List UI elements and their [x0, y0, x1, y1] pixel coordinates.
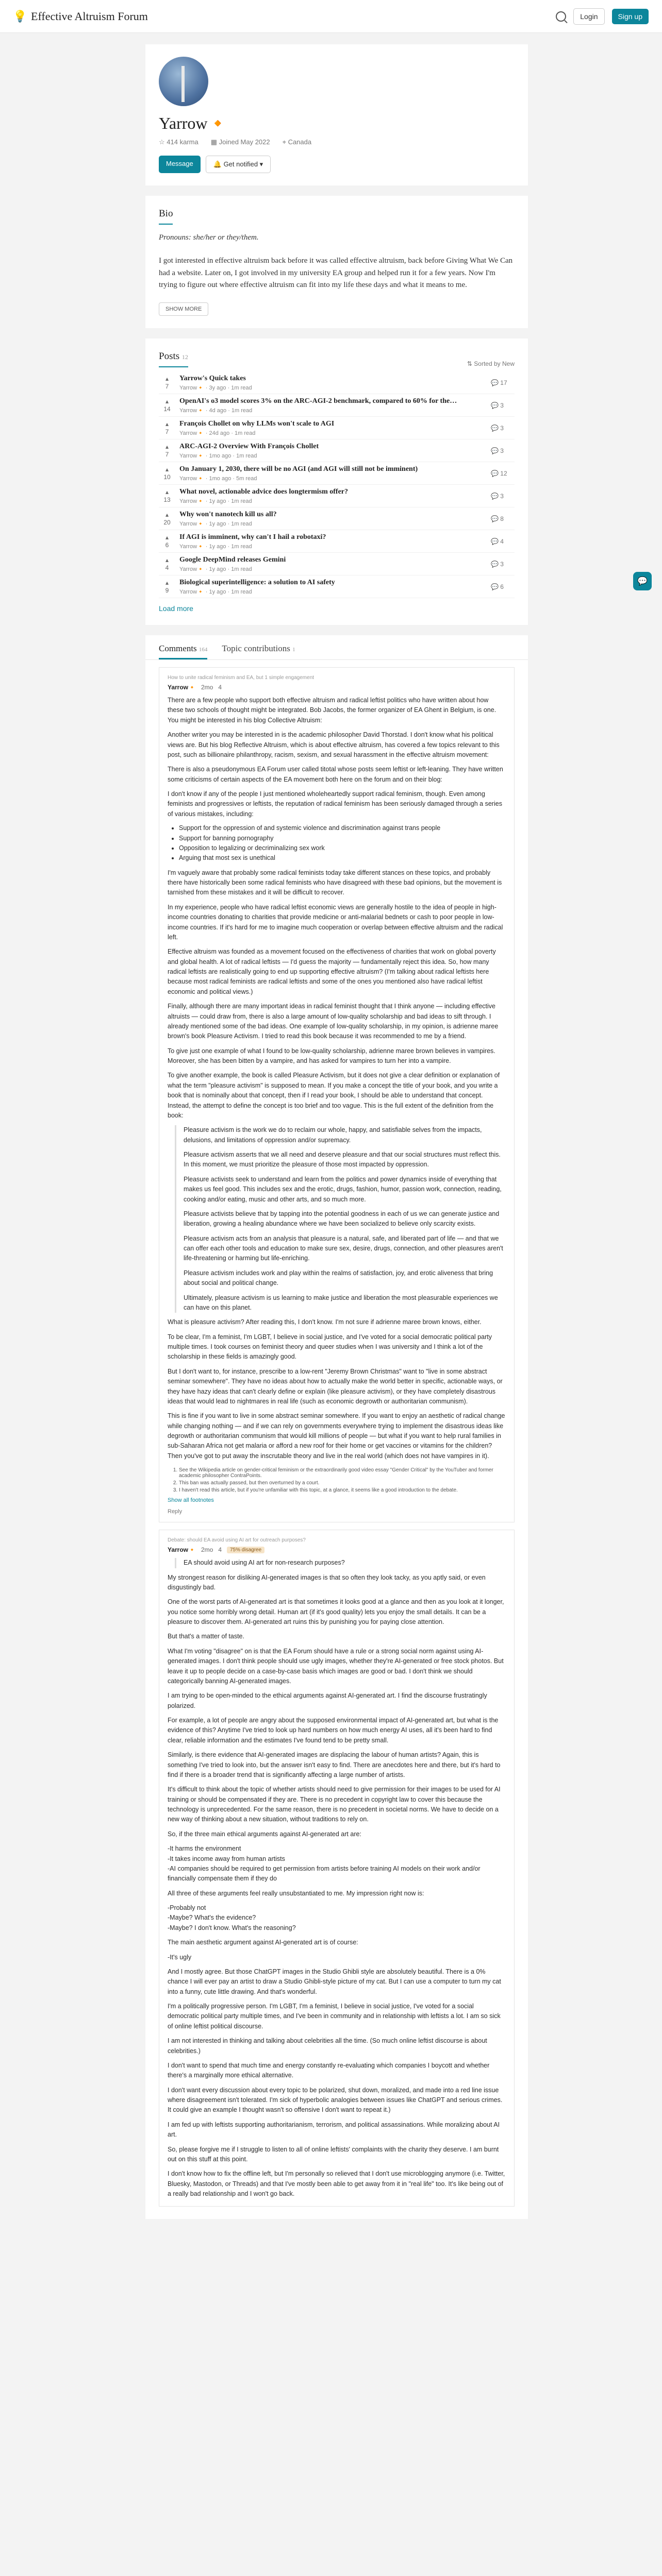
comment-paragraph: -Probably not -Maybe? What's the evidence? -Maybe? I don't know. What's the reasoning?: [168, 1904, 296, 1931]
post-karma: ▴ 4: [165, 556, 169, 571]
post-meta: Yarrow🔸 · 1y ago · 1m read: [179, 543, 252, 550]
comment-paragraph: To give another example, the book is called Pleasure Activism, but it does not give a clear definition or explanation of what the term "pleasure activism" is supposed to mean. If you make a concept the title of your book, and you write a book that is nominally about that concept, then if I read your book, I should be able to understand that concept. Instead, the attempt to define the concept is too brief and too vague. This is the full extent of the definition from the book:: [168, 1072, 500, 1119]
post-karma-value: 14: [163, 405, 171, 413]
comment-paragraph: I am fed up with leftists supporting authoritarianism, terrorism, and political assassinations. While moralizing about AI art.: [168, 2121, 500, 2139]
posts-heading: [159, 351, 188, 367]
comment-age: 2mo: [201, 684, 213, 691]
comment-item: [159, 1530, 515, 2207]
post-meta: Yarrow🔸 · 1mo ago · 1m read: [179, 452, 257, 459]
post-title[interactable]: Why won't nanotech kill us all?: [179, 510, 277, 518]
post-meta: Yarrow🔸 · 1y ago · 1m read: [179, 566, 252, 572]
profile-meta: [159, 138, 515, 146]
comment-body: [168, 696, 506, 1461]
comment-paragraph: Another writer you may be interested in is the academic philosopher David Thorstad. I don't know what his political views are. But his blog Reflective Altruism, which is about effective altruism, has covered a few topics relevant to this post, such as billionaire philanthropy, racism, sexism, and sexual harassment in the effective altruism movement:: [168, 731, 500, 758]
quote-paragraph: Pleasure activists believe that by tapping into the potential goodness in each of us we can generate justice and liberation, growing a healing abundance where we have been socialized to believe only scarcity exists.: [184, 1210, 500, 1228]
footnote: 1. See the Wikipedia article on gender-critical feminism or the extraordinarily good video essay "Gender Critical" by the YouTuber and former academic philosopher ContraPoints.: [179, 1467, 506, 1479]
comment-item: [159, 667, 515, 1522]
post-meta: Yarrow🔸 · 1y ago · 1m read: [179, 520, 252, 527]
post-karma-value: 7: [165, 428, 169, 435]
comment-paragraph: -It's ugly: [168, 1953, 192, 1961]
post-meta: Yarrow🔸 · 1mo ago · 5m read: [179, 475, 257, 482]
bio-pronouns: Pronouns: she/her or they/them.: [159, 233, 259, 242]
post-karma: ▴ 6: [165, 534, 169, 549]
comment-paragraph: It's difficult to think about the topic of whether artists should need to give permission for their images to be used for AI training or should be compensated if they are. There is no precedent in copyright law to cover this because the technology is unprecedented. For the same reason, there is no precedent in societal norms. We have to decide on a new way of thinking about a new situation, without traditions to rely on.: [168, 1786, 501, 1823]
comment-count-value: 12: [500, 469, 507, 477]
post-karma-value: 13: [163, 496, 171, 503]
post-karma: ▴ 10: [163, 466, 171, 481]
bio-heading: Bio: [159, 208, 173, 225]
post-karma-value: 4: [165, 564, 169, 571]
get-notified-label: Get notified: [223, 160, 258, 168]
comment-count[interactable]: 💬 3: [491, 401, 504, 409]
reply-button[interactable]: Reply: [168, 1509, 183, 1515]
quote-paragraph: Pleasure activism is the work we do to reclaim our whole, happy, and satisfiable selves from the impacts, delusions, and limitations of oppression and/or supremacy.: [184, 1126, 482, 1144]
poll-vote-badge: 75% disagree: [227, 1547, 264, 1553]
quote-paragraph: EA should avoid using AI art for non-research purposes?: [184, 1559, 345, 1567]
comment-paragraph: Similarly, is there evidence that AI-generated images are displacing the labour of human artists? Again, this is something I've tried to look into, but the answer isn't easy to find. There are anecdotes here and there, but it's hard to find if there is a broader trend that is significantly affecting a large number of artists.: [168, 1751, 501, 1778]
comment-paragraph: -It harms the environment -It takes income away from human artists -AI companies should be required to get permission from artists before training AI models on their work and/or financially compensate them if they do: [168, 1845, 481, 1883]
tab-comments-label: Comments: [159, 643, 197, 653]
post-karma: ▴ 14: [163, 398, 171, 413]
post-karma: ▴ 7: [165, 420, 169, 435]
comment-list: [179, 823, 506, 863]
post-meta: Yarrow🔸 · 3y ago · 1m read: [179, 384, 252, 391]
calendar-icon: ▦ Joined May 2022: [210, 138, 270, 146]
blockquote: [175, 1558, 506, 1568]
post-item[interactable]: [159, 371, 515, 394]
post-title[interactable]: Biological superintelligence: a solution to AI safety: [179, 578, 335, 586]
comment-count[interactable]: 💬 8: [491, 515, 504, 522]
main-column: [145, 33, 528, 2219]
post-karma-value: 7: [165, 382, 169, 390]
comment-count[interactable]: 💬 17: [491, 379, 507, 386]
comment-karma: 4: [218, 684, 222, 691]
comments-section: [145, 635, 528, 2219]
comment-post-title[interactable]: Debate: should EA avoid using AI art for outreach purposes?: [168, 1537, 306, 1544]
comment-count[interactable]: 💬 12: [491, 469, 507, 477]
post-title[interactable]: ARC-AGI-2 Overview With François Chollet: [179, 442, 319, 450]
footnote: 3. I haven't read this article, but if you're unfamiliar with this topic, at a glance, it seems like a good introduction to the debate.: [179, 1487, 506, 1493]
get-notified-button[interactable]: 🔔 Get notified ▾: [206, 156, 271, 173]
comment-paragraph: There are a few people who support both effective altruism and radical leftist politics who have written about how these two schools of thought might be integrated. Bob Jacobs, the former organizer of EA Ghent in Belgium, is one. You might be interested in his blog Collective Altruism:: [168, 697, 496, 724]
comment-count[interactable]: 💬 3: [491, 560, 504, 568]
post-title[interactable]: François Chollet on why LLMs won't scale to AGI: [179, 419, 335, 428]
tab-topic-count: 1: [292, 647, 295, 653]
post-karma-value: 20: [163, 518, 171, 526]
comment-author[interactable]: Yarrow🔸: [168, 684, 196, 691]
post-list: [159, 371, 515, 598]
comment-paragraph: I am not interested in thinking and talking about celebrities all the time. (So much online leftist discourse is about celebrities.): [168, 2037, 487, 2055]
comment-paragraph: So, please forgive me if I struggle to listen to all of online leftists' complaints with the charity they deserve. I am burnt out on this stuff at this point.: [168, 2145, 499, 2163]
karma-count: 414 karma: [167, 138, 198, 146]
comment-paragraph: So, if the three main ethical arguments against AI-generated art are:: [168, 1830, 361, 1838]
list-item: • Arguing that most sex is unethical: [179, 853, 506, 863]
post-title[interactable]: Google DeepMind releases Gemini: [179, 555, 286, 564]
comment-paragraph: One of the worst parts of AI-generated art is that sometimes it looks good at a glance and then as you look at it longer, you notice some horribly wrong detail. Human art (if it's good quality) lets you enjoy the small details. It can be a pleasure to discover them. AI-generated art ruins this by punishing you for paying close attention.: [168, 1598, 504, 1625]
post-title[interactable]: If AGI is imminent, why can't I hail a robotaxi?: [179, 533, 326, 541]
post-karma-value: 9: [165, 586, 169, 594]
post-karma-value: 10: [163, 473, 171, 481]
comment-paragraph: The main aesthetic argument against AI-generated art is of course:: [168, 1939, 358, 1946]
joined-date: Joined May 2022: [219, 138, 270, 146]
comment-karma: 4: [218, 1546, 222, 1554]
tab-comments[interactable]: [159, 643, 207, 659]
comment-count-value: 4: [500, 537, 504, 545]
quote-paragraph: Pleasure activists seek to understand and learn from the politics and power dynamics inside of everything that makes us feel good. This includes sex and the erotic, drugs, fashion, humor, passion work, connection, reading, cooking and/or eating, music and other arts, and so much more.: [184, 1175, 502, 1203]
post-title[interactable]: Yarrow's Quick takes: [179, 374, 246, 382]
comment-paragraph: There is also a pseudonymous EA Forum user called titotal whose posts seem leftist or left-leaning. They have written some criticisms of certain aspects of the EA movement both here on the forum and on their blog:: [168, 766, 503, 783]
list-item: • Support for banning pornography: [179, 834, 506, 843]
comment-body: [168, 1558, 506, 2199]
comment-paragraph: Effective altruism was founded as a movement focused on the effectiveness of charities that work on global poverty and global health. A lot of radical leftists — I'd guess the majority — fundamentally reject this idea. So, how many radical leftists are realistically going to end up supporting effective altruism? (I'm talking about radical leftists here because most radical feminists are radical leftists and some of the ones you mentioned also have radical leftist economic and political views.): [168, 948, 496, 995]
post-item[interactable]: [159, 553, 515, 575]
comment-count[interactable]: 💬 3: [491, 424, 504, 432]
comment-paragraph: For example, a lot of people are angry about the supposed environmental impact of AI-generated art, but what is the evidence of this? Anytime I've tried to look up hard numbers on how much energy AI uses, all it's been hard to find clear, reliable information and the estimates I've found tend to be pretty small.: [168, 1717, 499, 1744]
top-navigation-bar: [0, 0, 662, 33]
comment-paragraph: I'm a politically progressive person. I'm LGBT, I'm a feminist, I believe in social justice, I've voted for a social democratic political party multiple times, and I've been in community and in relationship with leftists a lot. I am so sick of online leftist political discourse.: [168, 2003, 501, 2030]
posts-count: 12: [181, 353, 188, 361]
post-meta: Yarrow🔸 · 4d ago · 1m read: [179, 407, 253, 414]
star-icon: ☆ 414 karma: [159, 138, 198, 146]
post-title[interactable]: OpenAI's o3 model scores 3% on the ARC-AGI-2 benchmark, compared to 60% for the…: [179, 397, 457, 405]
quote-paragraph: Pleasure activism acts from an analysis that pleasure is a natural, safe, and liberated part of life — and that we can offer each other tools and education to make sure sex, desire, drugs, connection, and other pleasures aren't life-threatening or harming but life-enriching.: [184, 1234, 503, 1262]
comment-count-value: 6: [500, 583, 504, 590]
comment-count[interactable]: 💬 4: [491, 537, 504, 545]
post-karma: ▴ 9: [165, 579, 169, 594]
show-more-button[interactable]: SHOW MORE: [159, 302, 208, 316]
posts-section: [145, 338, 528, 625]
comment-paragraph: I don't want every discussion about every topic to be polarized, shut down, moralized, and made into a red line issue where disagreement isn't tolerated. I'm sick of hyperbolic analogies between issues like ChatGPT and serious crimes. It could give an example I thought wasn't so offensive I don't want to repeat it.): [168, 2086, 503, 2114]
search-icon[interactable]: [556, 11, 566, 22]
post-karma: ▴ 7: [165, 375, 169, 390]
post-item[interactable]: [159, 439, 515, 462]
comment-paragraph: I don't want to spend that much time and energy constantly re-evaluating which companies I boycott and whether there's a marginally more ethical alternative.: [168, 2061, 490, 2079]
comment-paragraph: What is pleasure activism? After reading this, I don't know. I'm not sure if adrienne maree brown knows, either.: [168, 1318, 482, 1326]
post-title[interactable]: What novel, actionable advice does longtermism offer?: [179, 487, 349, 496]
tab-topic-label: Topic contributions: [222, 643, 290, 653]
comment-paragraph: All three of these arguments feel really unsubstantiated to me. My impression right now is:: [168, 1889, 424, 1897]
post-karma: ▴ 13: [163, 488, 171, 503]
comment-paragraph: But I don't want to, for instance, prescribe to a low-rent "Jeremy Brown Christmas" want to "live in some abstract seminar somewhere". They have no ideas about how to actually make the world better in specific, actionable ways, or they have hazy ideas that can't clearly define or explain (like pleasure activism), or they have completely disastrous ideas that would lead to nightmares in real life (such as economic degrowth or authoritarian communism).: [168, 1367, 503, 1405]
post-item[interactable]: [159, 530, 515, 553]
comment-paragraph: This is fine if you want to live in some abstract seminar somewhere. If you want to enjoy an aesthetic of radical change while changing nothing — and if we can rely on governments everywhere trying to implement the disastrous ideas like degrowth or authoritarian communism that would kill millions of people — but what if you want to help rural families in sub-Saharan Africa not get malaria or afford a new roof for their home or get vaccines or vitamins for the children? Then you've got to put away the inscrutable theory and live in the real world (which does not have vampires in it).: [168, 1412, 505, 1460]
login-button[interactable]: Login: [573, 8, 604, 25]
posts-heading-label: Posts: [159, 351, 180, 362]
comment-paragraph: My strongest reason for disliking AI-generated images is that so often they look tacky, as you aptly said, or even disgustingly bad.: [168, 1573, 486, 1591]
comment-paragraph: Finally, although there are many important ideas in radical feminist thought that I think anyone — including effective altruists — could draw from, there is also a large amount of low-quality scholarship and bad ideas to sift through. I already mentioned some of the bad ideas. One example of low-quality scholarship, in my opinion, is adrienne maree brown's book Pleasure Activism. I tried to read this book because it was recommended to me by a friend.: [168, 1003, 499, 1040]
post-title[interactable]: On January 1, 2030, there will be no AGI (and AGI will still not be imminent): [179, 465, 418, 473]
comment-paragraph: And I mostly agree. But those ChatGPT images in the Studio Ghibli style are absolutely beautiful. There is a 0% chance I will ever pay an artist to draw a Studio Ghibli-style picture of my cat. But I can use a computer to turn my cat into a funny, cute little drawing. And that's wonderful.: [168, 1968, 501, 1995]
comment-paragraph: I am trying to be open-minded to the ethical arguments against AI-generated art. I find the discourse frustratingly polarized.: [168, 1692, 487, 1709]
load-more-link[interactable]: Load more: [159, 604, 193, 613]
bio-section: [145, 196, 528, 328]
comment-count[interactable]: 💬 3: [491, 492, 504, 500]
comment-paragraph: In my experience, people who have radical leftist economic views are generally hostile to the idea of people in high-income countries donating to charities that provide medicine or anti-malarial bednets or cash to poor people in low-income countries. If it's hard for me to imagine much cooperation or overlap between effective altruism and the radical left.: [168, 903, 503, 941]
comment-count[interactable]: 💬 3: [491, 447, 504, 454]
comment-author[interactable]: Yarrow🔸: [168, 1546, 196, 1554]
post-item[interactable]: [159, 417, 515, 439]
comment-paragraph: I don't know if any of the people I just mentioned wholeheartedly support radical feminism, though. Even among feminists and progressives or leftists, the reputation of radical feminism has been seriously damaged through a series of various mistakes, including:: [168, 790, 502, 818]
post-item[interactable]: [159, 485, 515, 507]
post-item[interactable]: [159, 394, 515, 417]
post-item[interactable]: [159, 462, 515, 485]
show-all-footnotes-link[interactable]: Show all footnotes: [168, 1497, 214, 1504]
quote-paragraph: Pleasure activism asserts that we all need and deserve pleasure and that our social structures must reflect this. In this moment, we must prioritize the pleasure of those most impacted by oppression.: [184, 1151, 501, 1168]
bio-text: I got interested in effective altruism back before it was called effective altruism, back before Giving What We Can had a website. Later on, I got involved in my university EA group and helped run it for a few years. Now I'm trying to figure out where effective altruism can fit into my life these days and what it means to me.: [159, 257, 513, 289]
comment-post-title[interactable]: How to unite radical feminism and EA, but 1 simple engagement: [168, 675, 315, 681]
comment-count-value: 3: [500, 560, 504, 568]
comment-count-value: 3: [500, 492, 504, 500]
comment-paragraph: I'm vaguely aware that probably some radical feminists today take different stances on these topics, and probably there have historically been some radical feminists who have disagreed with these bad opinions, but the movement is tarnished from these mistakes and it will be difficult to recover.: [168, 869, 502, 896]
tab-comments-count: 164: [198, 647, 208, 653]
comment-paragraph: To be clear, I'm a feminist, I'm LGBT, I believe in social justice, and I've voted for a social democratic political party multiple times. I took courses on feminist theory and queer studies when I was university and I think a lot of the scholarship in these fields is amazingly good.: [168, 1333, 492, 1361]
signup-button[interactable]: Sign up: [612, 9, 649, 24]
message-button[interactable]: Message: [159, 156, 201, 173]
list-item: • Support for the oppression of and systemic violence and discrimination against trans people: [179, 823, 506, 833]
post-karma: ▴ 20: [163, 511, 171, 526]
comment-count-value: 8: [500, 515, 504, 522]
blockquote: [175, 1125, 506, 1313]
post-meta: Yarrow🔸 · 1y ago · 1m read: [179, 498, 252, 504]
comment-paragraph: But that's a matter of taste.: [168, 1633, 244, 1640]
comment-count-value: 17: [500, 379, 507, 386]
comment-count-value: 3: [500, 401, 504, 409]
post-karma-value: 6: [165, 541, 169, 549]
tab-topic-contributions[interactable]: [222, 643, 295, 659]
post-meta: Yarrow🔸 · 1y ago · 1m read: [179, 588, 252, 595]
post-meta: Yarrow🔸 · 24d ago · 1m read: [179, 430, 256, 436]
avatar: [159, 57, 208, 106]
site-title[interactable]: Effective Altruism Forum: [31, 9, 148, 23]
comment-count-value: 3: [500, 424, 504, 432]
post-karma: ▴ 7: [165, 443, 169, 458]
quote-paragraph: Pleasure activism includes work and play within the realms of satisfaction, joy, and erotic aliveness that bring about social and political change.: [184, 1269, 493, 1287]
post-karma-value: 7: [165, 450, 169, 458]
comment-age: 2mo: [201, 1546, 213, 1554]
location: Canada: [288, 138, 312, 146]
comment-count[interactable]: 💬 6: [491, 583, 504, 590]
sort-dropdown[interactable]: ⇅ Sorted by New: [467, 360, 515, 367]
chat-bubble-icon[interactable]: 💬: [633, 572, 652, 590]
sort-label: Sorted by New: [474, 360, 515, 367]
profile-name: Yarrow🔸: [159, 114, 228, 132]
location-pin-icon: ⌖ Canada: [282, 138, 312, 146]
lightbulb-logo-icon[interactable]: 💡: [13, 9, 27, 23]
comment-count-value: 3: [500, 447, 504, 454]
comment-paragraph: I don't know how to fix the offline left, but I'm personally so relieved that I don't use microblogging anymore (i.e. Twitter, Bluesky, Mastodon, or Threads) and that I've mostly been able to get away from it in "real life" too. It's like being out of a really bad relationship and I won't go back.: [168, 2170, 505, 2197]
profile-card: [145, 44, 528, 185]
comment-paragraph: What I'm voting "disagree" on is that the EA Forum should have a rule or a strong social norm against using AI-generated images. I don't think people should use ugly images, whether they're AI-generated or free stock photos. But leave it up to people decide on a case-by-case basis which images are good or bad. I don't think we should categorically banning AI-generated images.: [168, 1647, 504, 1685]
post-item[interactable]: [159, 507, 515, 530]
list-item: • Opposition to legalizing or decriminalizing sex work: [179, 843, 506, 853]
footnotes: [168, 1467, 506, 1493]
comment-paragraph: To give just one example of what I found to be low-quality scholarship, adrienne maree brown believes in vampires. Moreover, she has been bitten by a vampire, and has asked for vampires to turn her into a vampire.: [168, 1047, 495, 1064]
quote-paragraph: Ultimately, pleasure activism is us learning to make justice and liberation the most pleasurable experiences we can have on this planet.: [184, 1294, 498, 1311]
post-item[interactable]: [159, 575, 515, 598]
footnote: 2. This ban was actually passed, but then overturned by a court.: [179, 1480, 506, 1486]
